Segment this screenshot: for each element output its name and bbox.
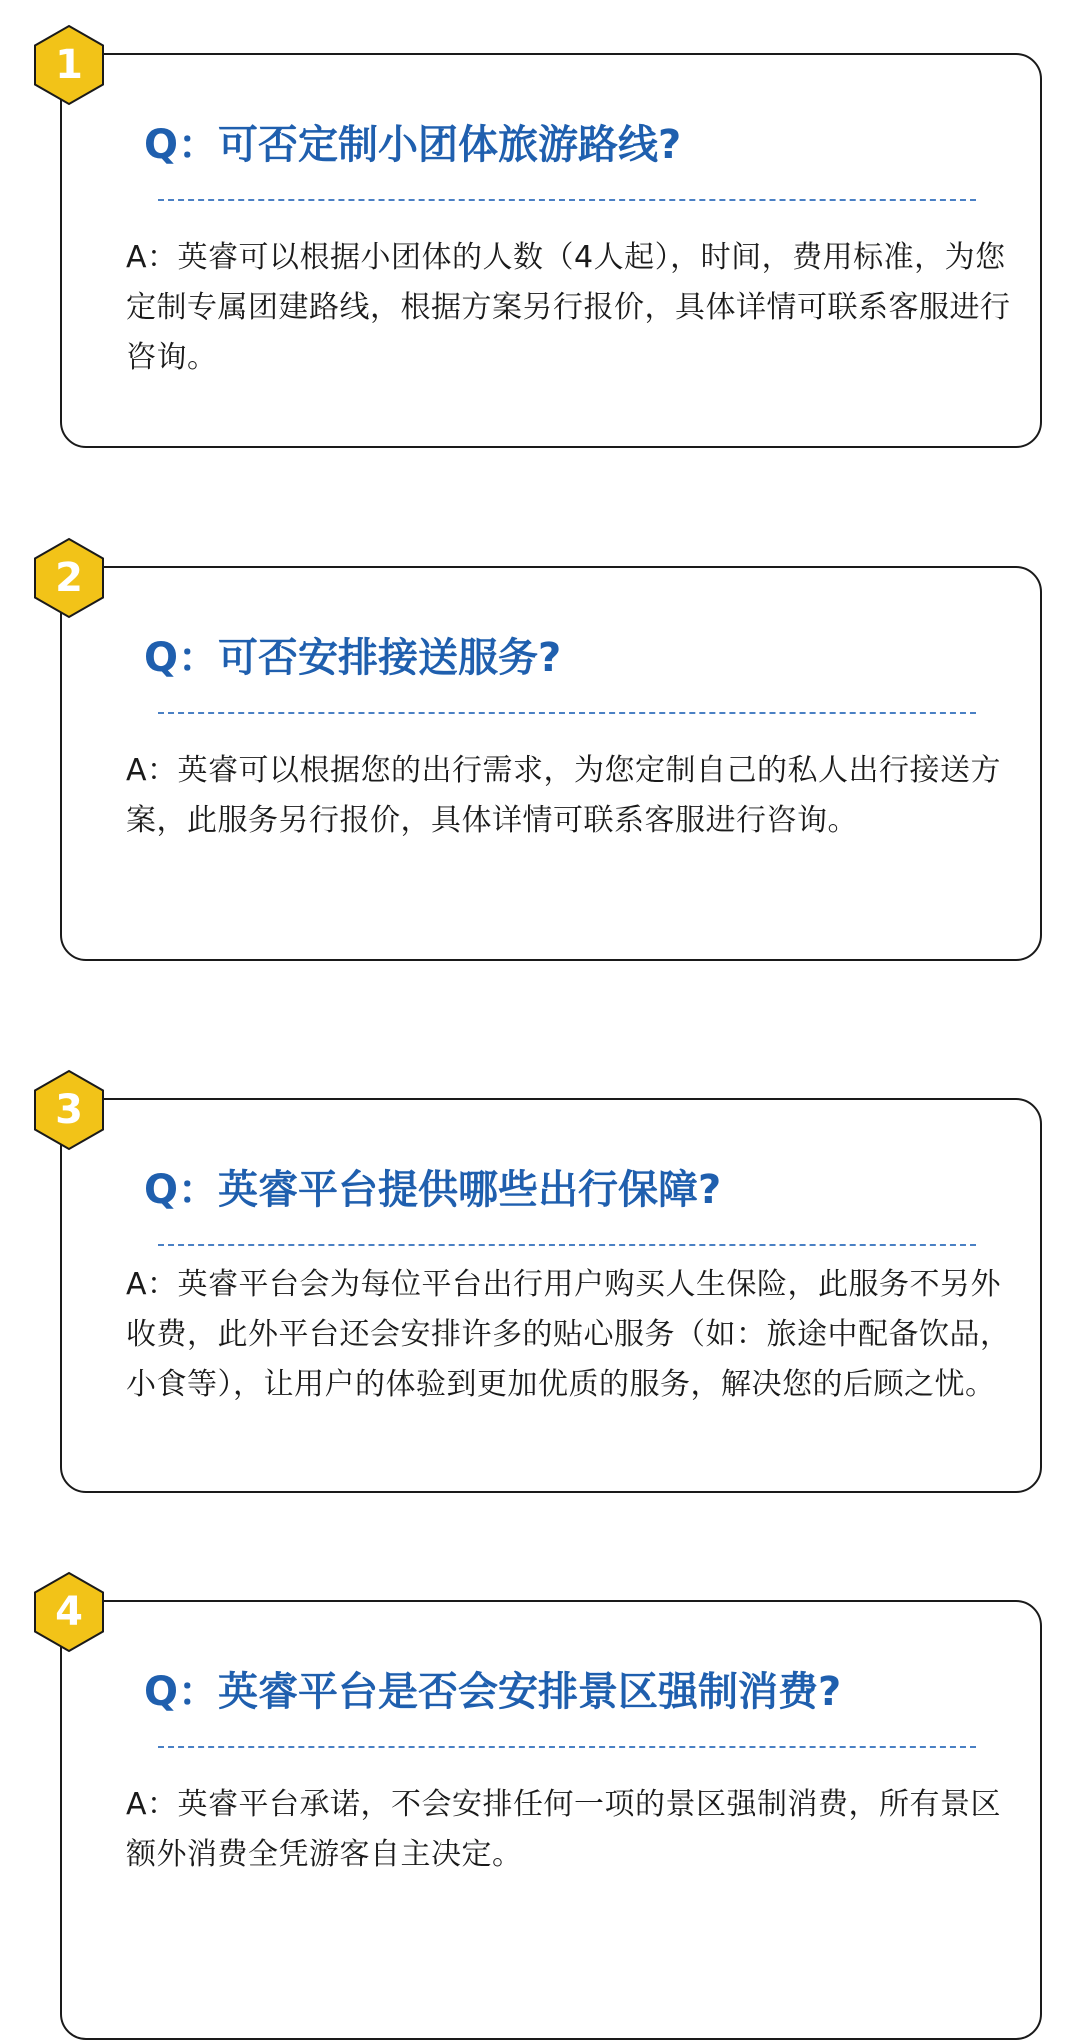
hexagon-number-badge xyxy=(32,1068,106,1152)
answer-text: A：英睿平台承诺，不会安排任何一项的景区强制消费，所有景区额外消费全凭游客自主决定。 xyxy=(126,1787,1002,1872)
answer-text: A：英睿可以根据您的出行需求，为您定制自己的私人出行接送方案，此服务另行报价，具体详情可联系客服进行咨询。 xyxy=(126,753,1002,838)
dashed-divider xyxy=(158,712,976,714)
hexagon-number-badge xyxy=(32,23,106,107)
faq-card-1 xyxy=(55,42,1042,448)
badge-number: 2 xyxy=(55,555,83,601)
hexagon-number-badge xyxy=(32,1570,106,1654)
dashed-divider xyxy=(158,1244,976,1246)
faq-card-3 xyxy=(55,1087,1042,1493)
question-text: Q：可否定制小团体旅游路线? xyxy=(144,122,682,168)
answer-text: A：英睿可以根据小团体的人数（4人起），时间，费用标准，为您定制专属团建路线，根据方案另行报价，具体详情可联系客服进行咨询。 xyxy=(126,240,1011,375)
answer-text: A：英睿平台会为每位平台出行用户购买人生保险，此服务不另外收费，此外平台还会安排许多的贴心服务（如：旅途中配备饮品，小食等），让用户的体验到更加优质的服务，解决您的后顾之忧。 xyxy=(126,1267,1011,1402)
badge-number: 3 xyxy=(55,1087,83,1133)
badge-number: 4 xyxy=(55,1589,83,1635)
question-text: Q：英睿平台是否会安排景区强制消费? xyxy=(144,1669,842,1715)
question-text: Q：可否安排接送服务? xyxy=(144,635,562,681)
dashed-divider xyxy=(158,1746,976,1748)
dashed-divider xyxy=(158,199,976,201)
hexagon-number-badge xyxy=(32,536,106,620)
badge-number: 1 xyxy=(55,42,83,88)
faq-card-2 xyxy=(55,555,1042,961)
question-text: Q：英睿平台提供哪些出行保障? xyxy=(144,1167,722,1213)
faq-card-4 xyxy=(55,1589,1042,2040)
